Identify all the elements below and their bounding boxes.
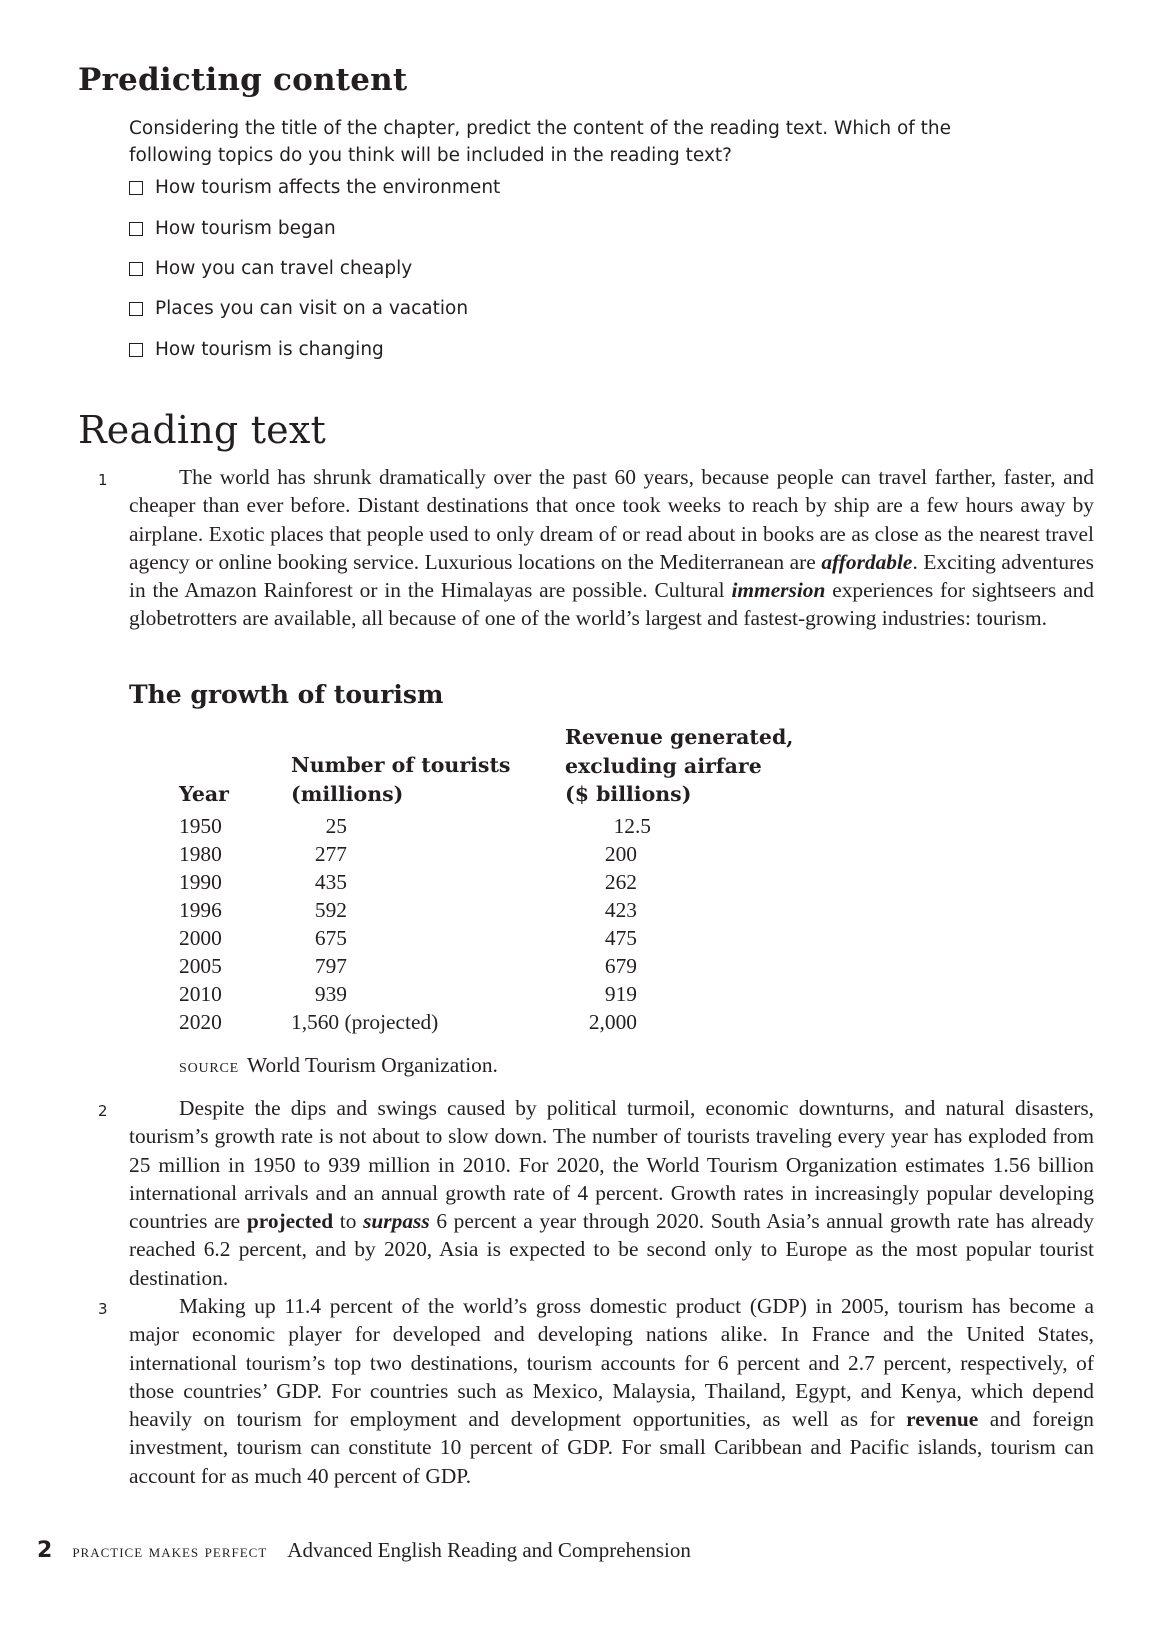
paragraph-number: 3: [98, 1300, 108, 1318]
cell-tourists: 675: [314, 926, 347, 950]
paragraph-text: Despite the dips and swings caused by political turmoil, economic downturns, and natural disasters, tourism’s growth rate is not about to slow down. The number of tourists traveling every year has exploded from 25 million in 1950 to 939 million in 2010. For 2020, the World Tourism Organization estimates 1.56 billion international arrivals and an annual growth rate of 4 percent. Growth rates in increasingly popular developing countries are: [129, 1096, 1094, 1234]
paragraph-number: 1: [98, 471, 108, 489]
cell-year: 1996: [179, 898, 222, 922]
topic-option[interactable]: [129, 217, 336, 241]
cell-tourists: 592: [314, 898, 347, 922]
cell-tourists: 939: [314, 982, 347, 1006]
page-number: 2: [37, 1538, 53, 1563]
topic-option[interactable]: [129, 297, 468, 321]
topic-option[interactable]: [129, 338, 384, 362]
cell-year: 2005: [179, 954, 222, 978]
column-header-year: Year: [179, 782, 229, 806]
vocab-term: projected: [246, 1209, 334, 1234]
topic-label: How tourism affects the environment: [155, 177, 501, 198]
topic-option[interactable]: [129, 257, 412, 281]
vocab-term: affordable: [821, 549, 913, 574]
book-title: Advanced English Reading and Comprehension: [287, 1538, 691, 1562]
cell-revenue: 475: [604, 926, 637, 950]
cell-year: 2000: [179, 926, 222, 950]
cell-year: 1950: [179, 814, 222, 838]
topic-label: How you can travel cheaply: [155, 258, 413, 279]
vocab-term: surpass: [363, 1209, 430, 1234]
instructions-line-2: following topics do you think will be included in the reading text?: [129, 145, 733, 166]
series-title: practice makes perfect: [72, 1541, 268, 1561]
cell-year: 2010: [179, 982, 222, 1006]
paragraph-text: to: [333, 1209, 364, 1234]
cell-year: 1980: [179, 842, 222, 866]
cell-revenue: 423: [604, 898, 637, 922]
vocab-term: immersion: [731, 578, 826, 603]
paragraph-text: The world has shrunk dramatically over the past 60 years, because people can travel farther, faster, and cheaper than ever before. Distant destinations that once took weeks to reach by ship are a few hours away by airplane. Exotic places that people used to only dream of or read about in books are as close as the nearest travel agency or online booking service. Luxurious locations on the Mediterranean are: [129, 465, 1094, 574]
table-source: [179, 1053, 498, 1078]
cell-tourists: 25: [325, 814, 347, 838]
paragraph-2: [129, 1094, 1094, 1292]
cell-revenue: 262: [604, 870, 637, 894]
checkbox[interactable]: [129, 222, 143, 236]
predicting-instructions: [129, 115, 1029, 169]
paragraph-text: 6 percent a year through 2020. South Asia’s annual growth rate has already reached 6.2 percent, and by 2020, Asia is expected to be second only to Europe as the most popular tourist destination.: [129, 1209, 1094, 1290]
cell-revenue: 200: [604, 842, 637, 866]
section-heading-predicting: Predicting content: [78, 62, 408, 98]
page-footer: [37, 1538, 691, 1563]
column-header-revenue: Revenue generated, excluding airfare ($ billions): [565, 725, 794, 806]
checkbox[interactable]: [129, 343, 143, 357]
source-label: source: [179, 1055, 240, 1077]
vocab-term: revenue: [906, 1407, 979, 1432]
cell-tourists: 1,560 (projected): [291, 1010, 439, 1034]
topic-label: How tourism began: [155, 218, 336, 239]
paragraph-text: . Exciting adventures in the Amazon Rainforest or in the Himalayas are possible. Cultural: [129, 549, 1094, 603]
source-text: World Tourism Organization.: [247, 1053, 498, 1077]
paragraph-text: and foreign investment, tourism can constitute 10 percent of GDP. For small Caribbean and Pacific islands, tourism can account for as much 40 percent of GDP.: [129, 1407, 1094, 1488]
checkbox[interactable]: [129, 181, 143, 195]
cell-year: 1990: [179, 870, 222, 894]
cell-revenue: 919: [604, 982, 637, 1006]
cell-tourists: 435: [314, 870, 347, 894]
checkbox[interactable]: [129, 302, 143, 316]
topic-option[interactable]: [129, 176, 500, 200]
instructions-line-1: Considering the title of the chapter, predict the content of the reading text. Which of the: [129, 118, 952, 139]
table-title: The growth of tourism: [129, 680, 444, 709]
cell-revenue: 2,000: [588, 1010, 637, 1034]
paragraph-number: 2: [98, 1102, 108, 1120]
cell-tourists: 797: [314, 954, 347, 978]
paragraph-text: Making up 11.4 percent of the world’s gross domestic product (GDP) in 2005, tourism has become a major economic player for developed and developing nations alike. In France and the United States, international tourism’s top two destinations, tourism accounts for 6 percent and 2.7 percent, respectively, of those countries’ GDP. For countries such as Mexico, Malaysia, Thailand, Egypt, and Kenya, which depend heavily on tourism for employment and development opportunities, as well as for: [129, 1294, 1094, 1432]
checkbox[interactable]: [129, 262, 143, 276]
paragraph-3: [129, 1292, 1094, 1490]
cell-revenue: 679: [604, 954, 637, 978]
paragraph-1: [129, 463, 1094, 633]
cell-revenue: 12.5: [613, 814, 651, 838]
topic-label: How tourism is changing: [155, 339, 384, 360]
cell-year: 2020: [179, 1010, 222, 1034]
column-header-tourists: Number of tourists (millions): [291, 753, 511, 806]
paragraph-text: experiences for sightseers and globetrotters are available, all because of one of the world’s largest and fastest-growing industries: tourism.: [129, 578, 1094, 631]
cell-tourists: 277: [314, 842, 347, 866]
topic-label: Places you can visit on a vacation: [155, 298, 469, 319]
section-heading-reading: Reading text: [78, 408, 326, 452]
